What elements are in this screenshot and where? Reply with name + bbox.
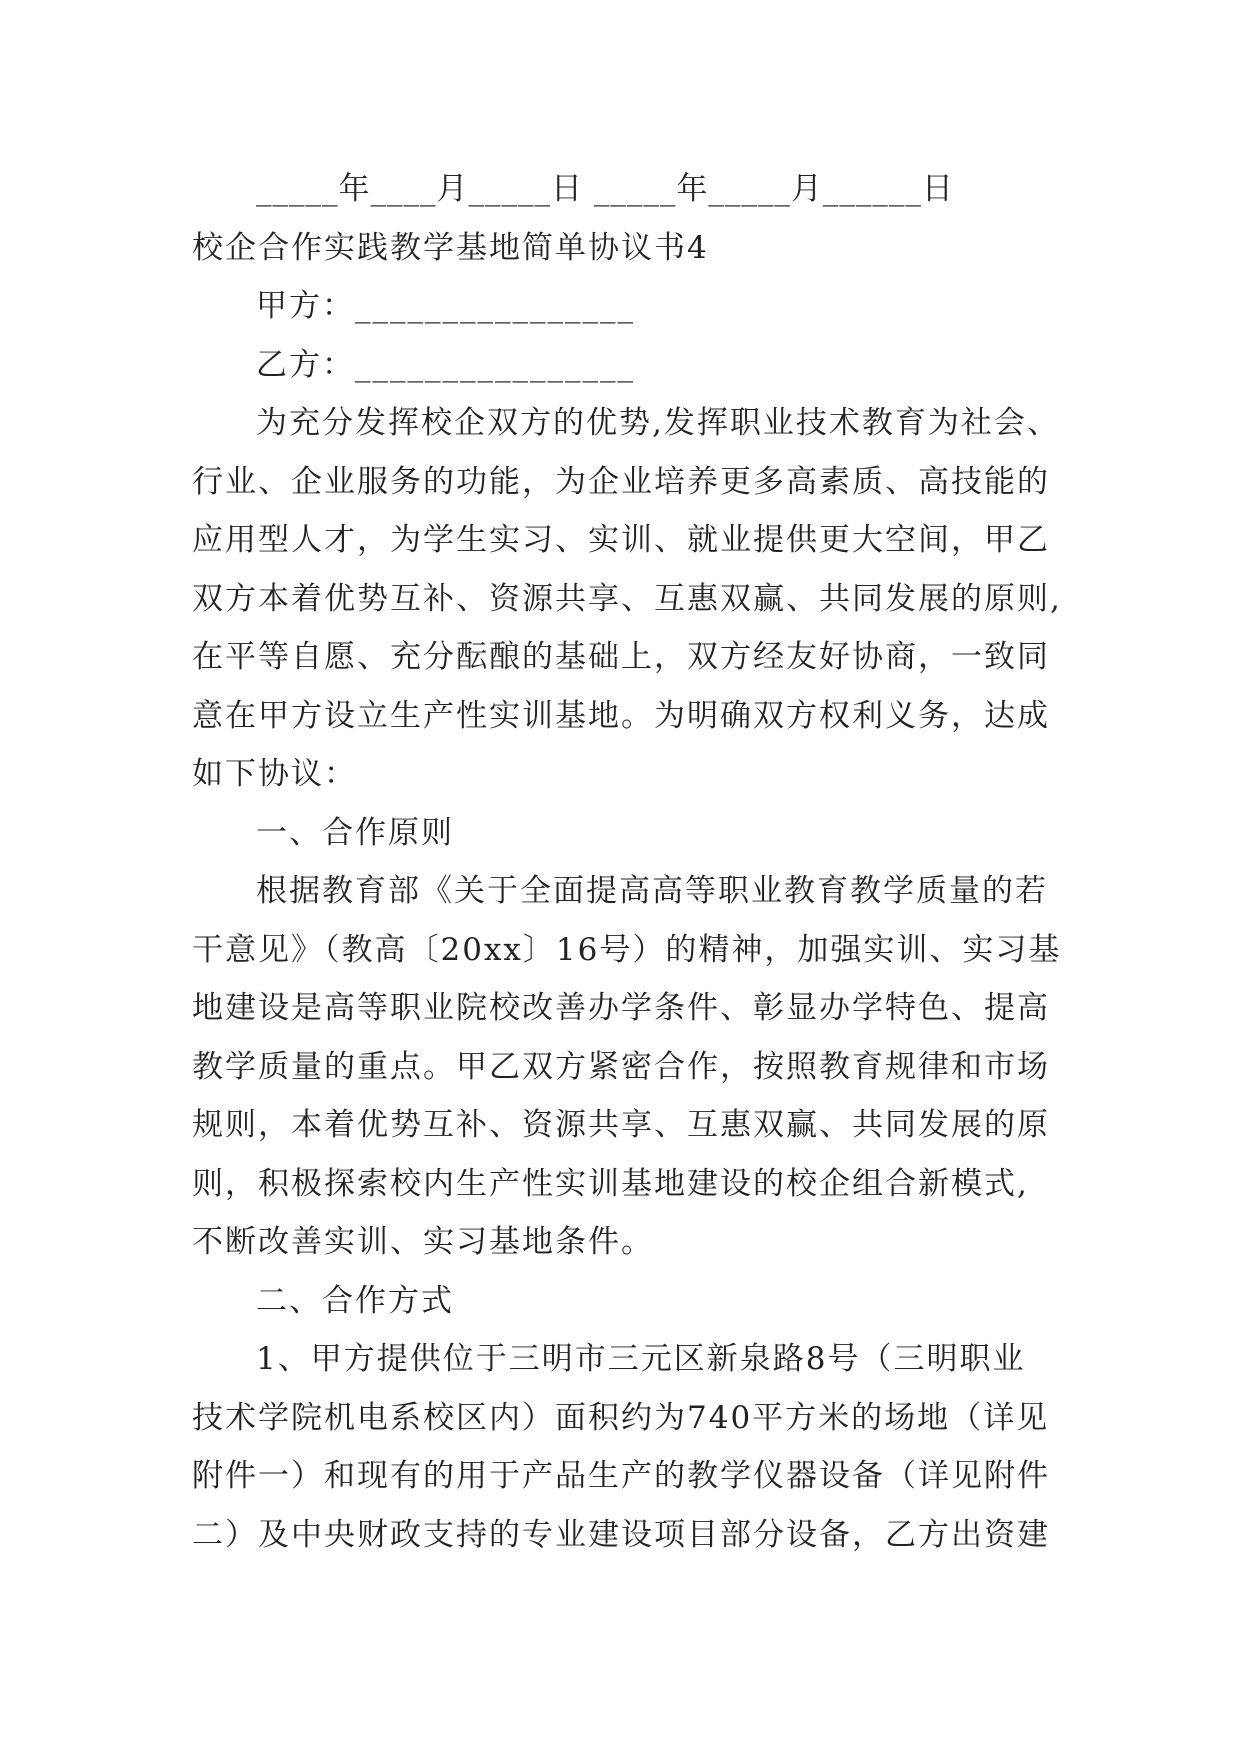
- intro-paragraph: [192, 394, 1062, 804]
- paragraph-line: 教学质量的重点。甲乙双方紧密合作，按照教育规律和市场: [192, 1048, 1050, 1085]
- paragraph-line: 为充分发挥校企双方的优势,发挥职业技术教育为社会、: [256, 405, 1060, 441]
- paragraph-line: 1、甲方提供位于三明市三元区新泉路8号（三明职业: [256, 1341, 1026, 1377]
- method-paragraph: [192, 1330, 1052, 1564]
- party-b-line: 乙方：________________: [256, 346, 635, 383]
- paragraph-line: 不断改善实训、实习基地条件。: [192, 1224, 654, 1260]
- paragraph-line: 地建设是高等职业院校改善办学条件、彰显办学特色、提高: [192, 990, 1050, 1026]
- signature-date-line: _____年____月_____日 _____年_____月______日: [256, 171, 954, 207]
- paragraph-line: 二）及中央财政支持的专业建设项目部分设备，乙方出资建: [192, 1516, 1050, 1553]
- paragraph-line: 规则，本着优势互补、资源共享、互惠双赢、共同发展的原: [192, 1107, 1050, 1143]
- paragraph-line: 技术学院机电系校区内）面积约为740平方米的场地（详见: [192, 1399, 1050, 1436]
- paragraph-line: 意在甲方设立生产性实训基地。为明确双方权利义务，达成: [192, 697, 1050, 734]
- principle-paragraph: [192, 862, 1062, 1272]
- paragraph-line: 如下协议：: [192, 756, 357, 792]
- party-a-line: 甲方：________________: [256, 288, 635, 324]
- paragraph-line: 应用型人才，为学生实习、实训、就业提供更大空间，甲乙: [192, 522, 1050, 558]
- section-heading-method: 二、合作方式: [256, 1282, 454, 1319]
- section-heading-principle: 一、合作原则: [256, 814, 454, 851]
- paragraph-line: 行业、企业服务的功能，为企业培养更多高素质、高技能的: [192, 463, 1050, 500]
- paragraph-line: 则，积极探索校内生产性实训基地建设的校企组合新模式,: [192, 1165, 1029, 1202]
- paragraph-line: 双方本着优势互补、资源共享、互惠双赢、共同发展的原则,: [192, 580, 1062, 617]
- paragraph-line: 干意见》（教高〔20xx〕16号）的精神，加强实训、实习基: [192, 931, 1062, 968]
- paragraph-line: 根据教育部《关于全面提高高等职业教育教学质量的若: [256, 873, 1048, 909]
- paragraph-line: 在平等自愿、充分酝酿的基础上，双方经友好协商，一致同: [192, 639, 1050, 675]
- paragraph-line: 附件一）和现有的用于产品生产的教学仪器设备（详见附件: [192, 1458, 1050, 1494]
- document-body: [192, 160, 1062, 1564]
- agreement-title: 校企合作实践教学基地简单协议书4: [192, 229, 709, 266]
